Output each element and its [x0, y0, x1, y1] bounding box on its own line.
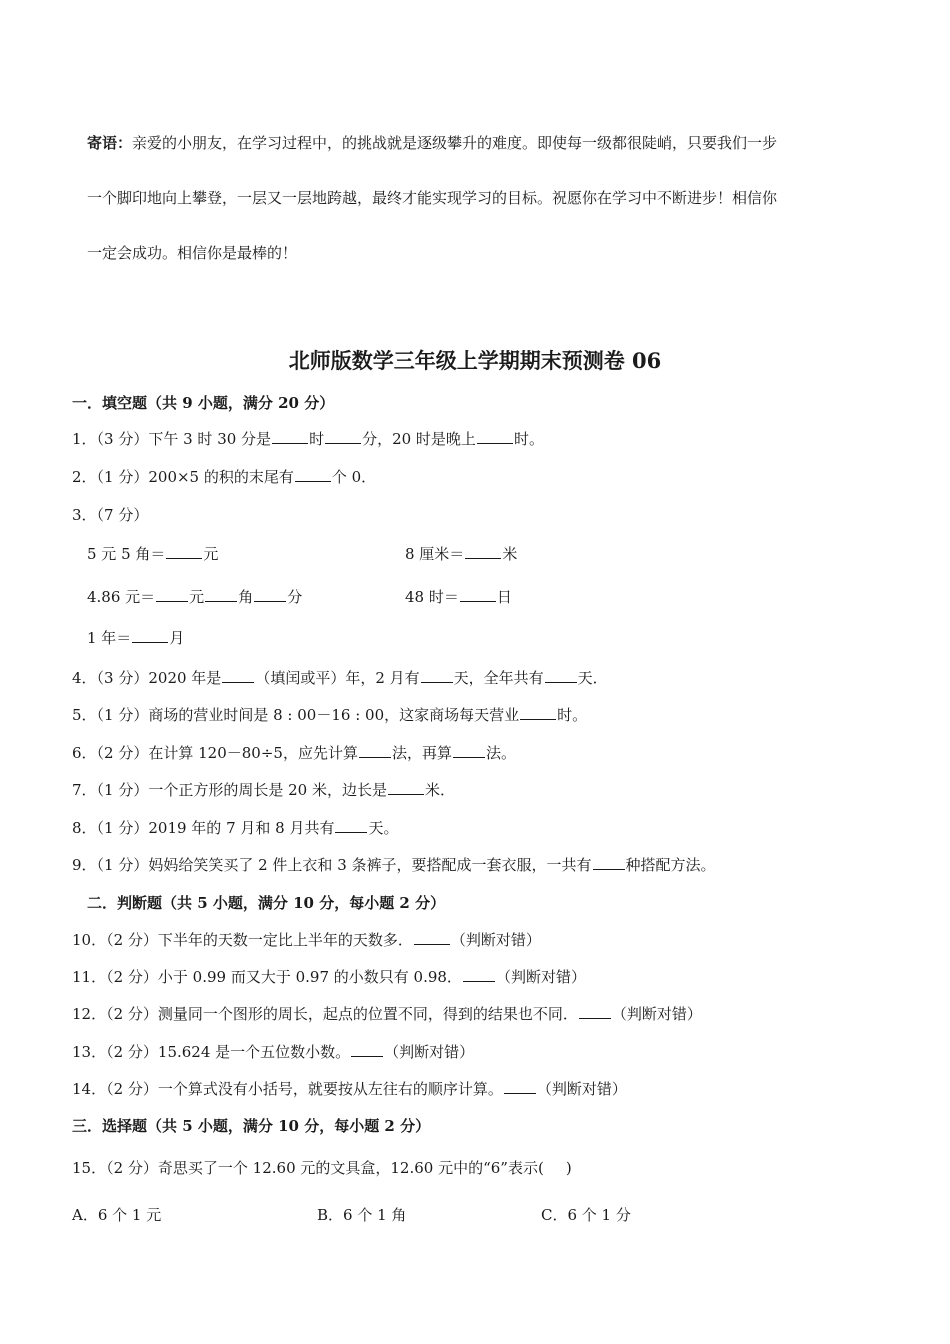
question-4 — [72, 668, 608, 688]
answer-blank[interactable] — [254, 587, 286, 602]
answer-blank[interactable] — [388, 780, 424, 795]
question-11 — [72, 967, 586, 987]
q9-text-b: 种搭配方法。 — [625, 856, 716, 874]
q3-r2-text-c: 角 — [238, 588, 254, 606]
q7-text-a: 7．（1 分）一个正方形的周长是 20 米，边长是 — [72, 781, 387, 799]
q6-text-b: 法，再算 — [391, 744, 452, 762]
q1-text-c: 分，20 时是晚上 — [362, 430, 476, 448]
q1-text-b: 时 — [309, 430, 325, 448]
answer-blank[interactable] — [359, 743, 391, 758]
answer-blank[interactable] — [453, 743, 485, 758]
question-6 — [72, 743, 516, 763]
greeting-line-1 — [87, 133, 777, 153]
question-2 — [72, 467, 376, 487]
answer-blank[interactable] — [166, 544, 202, 559]
question-9 — [72, 855, 716, 875]
q3-r2-text-f: 日 — [496, 588, 512, 606]
greeting-label: 寄语： — [87, 134, 133, 152]
section-3-heading: 三．选择题（共 5 小题，满分 10 分，每小题 2 分） — [72, 1117, 431, 1135]
q15-text-a: 15．（2 分）奇思买了一个 12.60 元的文具盒，12.60 元中的“6”表示( — [72, 1159, 544, 1177]
exam-title: 北师版数学三年级上学期期末预测卷 06 — [288, 348, 662, 373]
q12-text-b: （判断对错） — [611, 1005, 702, 1023]
q8-text-b: 天。 — [368, 819, 399, 837]
q6-text-a: 6．（2 分）在计算 120－80÷5，应先计算 — [72, 744, 358, 762]
answer-blank[interactable] — [593, 855, 625, 870]
answer-blank[interactable] — [465, 544, 501, 559]
answer-blank[interactable] — [222, 668, 254, 683]
q10-text-b: （判断对错） — [450, 931, 541, 949]
answer-blank[interactable] — [545, 668, 577, 683]
question-8 — [72, 818, 398, 838]
q3-r3-text-a: 1 年＝ — [87, 629, 132, 647]
q15-option-b[interactable]: B．6 个 1 角 — [317, 1206, 407, 1224]
question-12 — [72, 1004, 702, 1024]
q14-text-b: （判断对错） — [536, 1080, 627, 1098]
answer-blank[interactable] — [463, 967, 495, 982]
question-14 — [72, 1079, 627, 1099]
q6-text-c: 法。 — [485, 744, 516, 762]
q3-item-3 — [87, 587, 302, 607]
q2-text-a: 2．（1 分）200×5 的积的末尾有 — [72, 468, 294, 486]
answer-blank[interactable] — [272, 429, 308, 444]
question-15 — [72, 1158, 572, 1178]
q15-option-a[interactable]: A．6 个 1 元 — [72, 1206, 162, 1224]
q5-text-a: 5．（1 分）商场的营业时间是 8 : 00－16 : 00，这家商场每天营业 — [72, 706, 520, 724]
q13-text-b: （判断对错） — [384, 1043, 475, 1061]
answer-blank[interactable] — [579, 1004, 611, 1019]
q15-text-b: ) — [565, 1159, 572, 1177]
q15-option-c[interactable]: C．6 个 1 分 — [541, 1206, 631, 1224]
q3-item-5 — [87, 628, 184, 648]
section-1-heading: 一．填空题（共 9 小题，满分 20 分） — [72, 394, 335, 412]
answer-blank[interactable] — [520, 705, 556, 720]
q14-text-a: 14．（2 分）一个算式没有小括号，就要按从左往右的顺序计算。 — [72, 1080, 503, 1098]
answer-blank[interactable] — [132, 628, 168, 643]
q7-text-b: 米． — [424, 781, 455, 799]
q4-text-a: 4．（3 分）2020 年是 — [72, 669, 222, 687]
q3-r2-text-a: 4.86 元＝ — [87, 588, 156, 606]
q13-text-a: 13．（2 分）15.624 是一个五位数小数。 — [72, 1043, 351, 1061]
q4-text-c: 天，全年共有 — [453, 669, 544, 687]
question-7 — [72, 780, 455, 800]
q11-text-a: 11．（2 分）小于 0.99 而又大于 0.97 的小数只有 0.98． — [72, 968, 462, 986]
answer-blank[interactable] — [460, 587, 496, 602]
section-2-heading: 二．判断题（共 5 小题，满分 10 分，每小题 2 分） — [87, 894, 446, 912]
q3-r3-text-b: 月 — [169, 629, 185, 647]
answer-blank[interactable] — [351, 1042, 383, 1057]
q12-text-a: 12．（2 分）测量同一个图形的周长，起点的位置不同，得到的结果也不同． — [72, 1005, 578, 1023]
answer-blank[interactable] — [414, 930, 450, 945]
q10-text-a: 10．（2 分）下半年的天数一定比上半年的天数多． — [72, 931, 413, 949]
answer-blank[interactable] — [504, 1079, 536, 1094]
question-5 — [72, 705, 587, 725]
question-10 — [72, 930, 541, 950]
q5-text-b: 时。 — [557, 706, 588, 724]
answer-blank[interactable] — [295, 467, 331, 482]
answer-blank[interactable] — [325, 429, 361, 444]
answer-blank[interactable] — [421, 668, 453, 683]
answer-blank[interactable] — [205, 587, 237, 602]
q3-item-2 — [405, 544, 517, 564]
q3-r1-text-b: 元 — [203, 545, 219, 563]
q1-text-d: 时。 — [513, 430, 544, 448]
q3-r2-text-b: 元 — [189, 588, 205, 606]
q2-text-b: 个 0． — [331, 468, 377, 486]
q4-text-b: （填闰或平）年，2 月有 — [255, 669, 420, 687]
q3-r1-text-c: 8 厘米＝ — [405, 545, 465, 563]
greeting-line-2: 一个脚印地向上攀登，一层又一层地跨越，最终才能实现学习的目标。祝愿你在学习中不断进步！相信你 — [87, 189, 778, 207]
q3-r1-text-a: 5 元 5 角＝ — [87, 545, 166, 563]
greeting-line-3: 一定会成功。相信你是最棒的！ — [87, 244, 298, 262]
q3-r1-text-d: 米 — [502, 545, 518, 563]
answer-blank[interactable] — [335, 818, 367, 833]
q3-item-4 — [405, 587, 512, 607]
q4-text-d: 天． — [577, 669, 608, 687]
answer-blank[interactable] — [156, 587, 188, 602]
greeting-text-1: 亲爱的小朋友，在学习过程中，的挑战就是逐级攀升的难度。即使每一级都很陡峭，只要我们一步 — [132, 134, 778, 152]
q3-item-1 — [87, 544, 218, 564]
answer-blank[interactable] — [477, 429, 513, 444]
q3-r2-text-e: 48 时＝ — [405, 588, 459, 606]
question-1 — [72, 429, 544, 449]
question-13 — [72, 1042, 474, 1062]
q9-text-a: 9．（1 分）妈妈给笑笑买了 2 件上衣和 3 条裤子，要搭配成一套衣服，一共有 — [72, 856, 592, 874]
q8-text-a: 8．（1 分）2019 年的 7 月和 8 月共有 — [72, 819, 335, 837]
question-3: 3．（7 分） — [72, 506, 149, 524]
q11-text-b: （判断对错） — [495, 968, 586, 986]
q1-text-a: 1．（3 分）下午 3 时 30 分是 — [72, 430, 272, 448]
q3-r2-text-d: 分 — [287, 588, 303, 606]
